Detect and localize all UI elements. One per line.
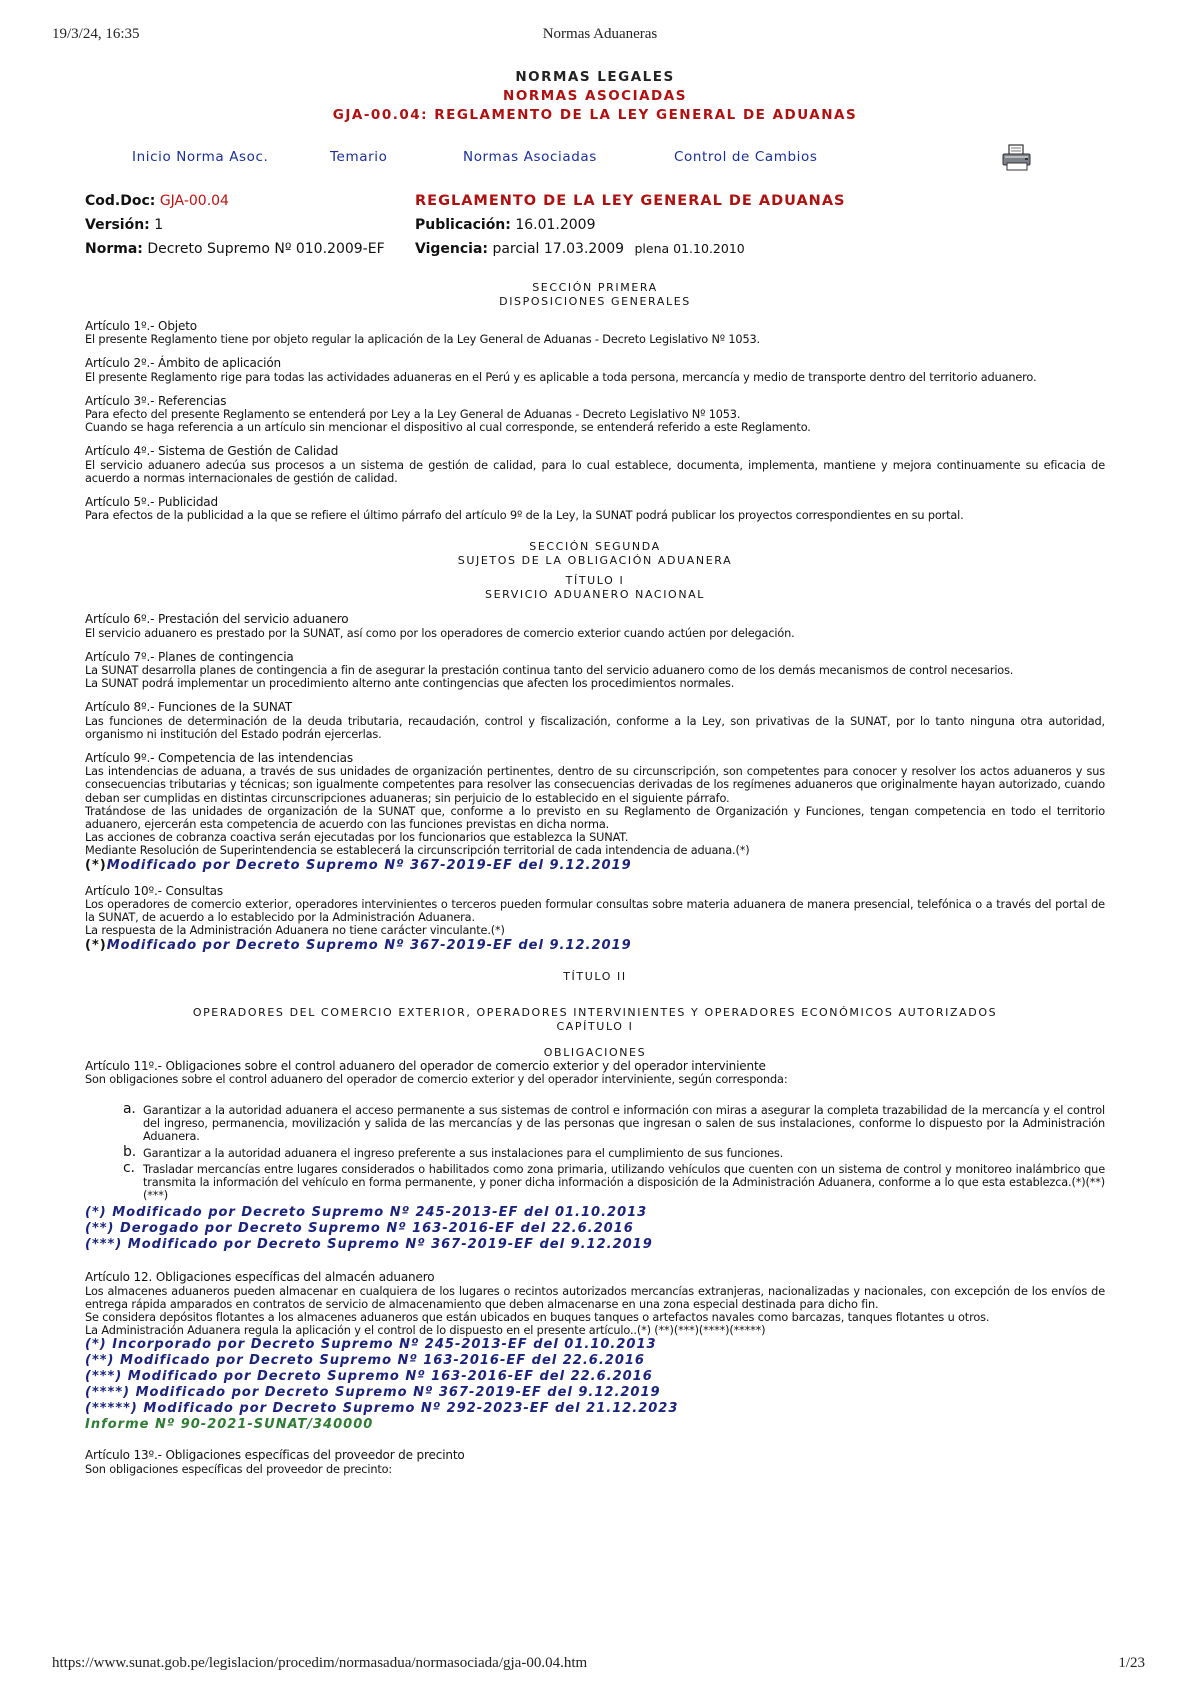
article-title: Artículo 13º.- Obligaciones específicas del proveedor de precinto [85,1448,465,1463]
article-title: Artículo 8º.- Funciones de la SUNAT [85,700,292,715]
coddoc-value: GJA-00.04 [159,193,229,209]
norma-value: Decreto Supremo Nº 010.2009-EF [147,241,385,257]
section-heading [85,281,1105,309]
article-title: Artículo 1º.- Objeto [85,319,197,333]
article-text: Las funciones de determinación de la deuda tributaria, recaudación, control y fiscalización, conforme a la Ley, son privativas de la SUNAT, por lo tanto ninguna otra autoridad, organismo ni institución del Estado podrán ejercerlas. [85,714,1105,741]
informe-link[interactable]: Informe Nº 90-2021-SUNAT/340000 [85,1417,374,1433]
modification-note: (****) Modificado por Decreto Supremo Nº 367-2019-EF del 9.12.2019 [85,1385,661,1401]
vigencia-value: parcial 17.03.2009 [492,241,625,257]
list-letter: a. [123,1100,136,1117]
modification-note: (*) Modificado por Decreto Supremo Nº 245-2013-EF del 01.10.2013 [85,1205,648,1221]
norma-label: Norma: [85,241,143,257]
title-name: SERVICIO ADUANERO NACIONAL [485,588,705,602]
article-title: Artículo 12. Obligaciones específicas del almacén aduanero [85,1270,435,1285]
article-title: Artículo 11º.- Obligaciones sobre el control aduanero del operador de comercio exterior y del operador interviniente [85,1058,766,1073]
modification-note [85,938,1105,954]
section-subtitle: SUJETOS DE LA OBLIGACIÓN ADUANERA [457,554,733,568]
article-3 [85,395,1105,435]
list-text: Garantizar a la autoridad aduanera el acceso permanente a sus sistemas de control e información con miras a asegurar la completa trazabilidad de la mercancía y el control del ingreso, permanencia, movilización y salida de las mercancías y de las personas que ingresan o salen de sus instalaciones, conforme lo dispuesto por la Administración Aduanera. [143,1103,1105,1144]
title-number: TÍTULO II [563,969,627,983]
article-5 [85,496,1105,522]
document-page [85,68,1105,1476]
metadata-title: REGLAMENTO DE LA LEY GENERAL DE ADUANAS [415,193,846,209]
vigencia-label: Vigencia: [415,241,489,257]
article-title: Artículo 4º.- Sistema de Gestión de Calidad [85,444,339,459]
article-text: Mediante Resolución de Superintendencia se establecerá la circunscripción territorial de cada intendencia de aduana.(*) [85,844,750,858]
nav-bar [85,137,1105,177]
article-text: La SUNAT desarrolla planes de contingencia a fin de asegurar la prestación continua tanto del servicio aduanero como de los demás mecanismos de control necesarios. [85,664,1014,678]
article-text: Las acciones de cobranza coactiva serán ejecutadas por los funcionarios que establezca la SUNAT. [85,831,629,845]
article-text: El servicio aduanero adecúa sus procesos a un sistema de gestión de calidad, para lo cual establece, documenta, implementa, mantiene y mejora continuamente su eficacia de acuerdo a normas internacionales de gestión de calidad. [85,458,1105,485]
note-marker: (*) [85,937,107,953]
title-name: OPERADORES DEL COMERCIO EXTERIOR, OPERADORES INTERVINIENTES Y OPERADORES ECONÓMICOS AUTORIZADOS [192,1005,998,1019]
list-item [123,1100,1105,1144]
page-header [85,68,1105,125]
article-text: Para efectos de la publicidad a la que se refiere el último párrafo del artículo 9º de la Ley, la SUNAT podrá publicar los proyectos correspondientes en su portal. [85,509,964,523]
article-8 [85,701,1105,741]
chapter-heading [85,1046,1105,1060]
publicacion-value: 16.01.2009 [515,217,596,233]
modification-note: (**) Derogado por Decreto Supremo Nº 163-2016-EF del 22.6.2016 [85,1221,634,1237]
print-date: 19/3/24, 16:35 [52,26,140,42]
article-text: Los operadores de comercio exterior, operadores intervinientes o terceros pueden formular consultas sobre materia aduanera de manera presencial, telefónica o a través del portal de la SUNAT, de acuerdo a lo establecido por la Administración Aduanera. [85,897,1105,925]
article-11 [85,1060,1105,1254]
header-normas-legales: NORMAS LEGALES [515,69,675,85]
article-text: Los almacenes aduaneros pueden almacenar en cualquiera de los lugares o recintos autorizados mercancías extranjeras, nacionalizadas y nacionales, con excepción de los envíos de entrega rápida amparados en contratos de servicio de almacenamiento que deben almacenarse en una zona especial destinada para dicho fin. [85,1284,1105,1311]
nav-normas-asociadas-link[interactable]: Normas Asociadas [463,149,597,165]
article-title: Artículo 2º.- Ámbito de aplicación [85,356,282,371]
print-footer [0,1655,1200,1675]
chapter-number: CAPÍTULO I [556,1019,634,1033]
modification-note: (**) Modificado por Decreto Supremo Nº 163-2016-EF del 22.6.2016 [85,1353,645,1369]
title-heading [85,970,1105,984]
article-text: Tratándose de las unidades de organización de la SUNAT que, conforme a lo previsto en su Reglamento de Organización y Funciones, tengan competencia en todo el territorio aduanero, ejercerán esta competencia de acuerdo con las funciones previstas en dicha norma. [85,804,1105,832]
list-text: Garantizar a la autoridad aduanera el ingreso preferente a sus instalaciones para el cumplimiento de sus funciones. [143,1146,784,1160]
article-1 [85,320,1105,346]
article-text: La SUNAT podrá implementar un procedimiento alterno ante contingencias que afecten los procedimientos normales. [85,677,735,691]
section-subtitle: DISPOSICIONES GENERALES [499,295,691,308]
obligations-list [85,1100,1105,1203]
print-header [0,26,1200,46]
article-4 [85,445,1105,485]
article-title: Artículo 7º.- Planes de contingencia [85,649,294,664]
note-text: Modificado por Decreto Supremo Nº 367-2019-EF del 9.12.2019 [106,937,632,953]
document-metadata [85,193,1105,271]
list-item [123,1159,1105,1203]
article-text: La respuesta de la Administración Aduanera no tiene carácter vinculante.(*) [85,924,505,938]
article-text: El servicio aduanero es prestado por la SUNAT, así como por los operadores de comercio exterior cuando actúen por delegación. [85,626,795,640]
publicacion-label: Publicación: [415,217,511,233]
article-text: El presente Reglamento rige para todas las actividades aduaneras en el Perú y es aplicable a toda persona, mercancía y medio de transporte dentro del territorio aduanero. [85,370,1037,384]
article-text: Cuando se haga referencia a un artículo sin mencionar el dispositivo al cual corresponde, se entenderá referido a este Reglamento. [85,421,811,435]
modification-note: (***) Modificado por Decreto Supremo Nº 163-2016-EF del 22.6.2016 [85,1369,653,1385]
article-text: Son obligaciones específicas del proveedor de precinto: [85,1462,393,1476]
article-12 [85,1271,1105,1433]
header-document-title: GJA-00.04: REGLAMENTO DE LA LEY GENERAL DE ADUANAS [332,107,858,123]
print-url: https://www.sunat.gob.pe/legislacion/procedim/normasadua/normasociada/gja-00.04.htm [52,1655,588,1671]
article-text: Las intendencias de aduana, a través de sus unidades de organización pertinentes, dentro de su circunscripción, son competentes para conocer y resolver los actos aduaneros y sus consecuencias tributarias y técnicas; son igualmente competentes para resolver las consecuencias derivadas de los regímenes aduaneros que originalmente hayan autorizado, cuando deban ser cumplidas en distintas circunscripciones aduaneras; sin perjuicio de lo establecido en el siguiente párrafo. [85,765,1105,805]
article-text: Para efecto del presente Reglamento se entenderá por Ley a la Ley General de Aduanas - Decreto Legislativo Nº 1053. [85,408,741,422]
print-title: Normas Aduaneras [542,26,658,42]
title-number: TÍTULO I [565,574,625,588]
printer-icon[interactable] [1000,143,1034,173]
modification-note: (***) Modificado por Decreto Supremo Nº 367-2019-EF del 9.12.2019 [85,1237,653,1253]
article-title: Artículo 10º.- Consultas [85,883,223,898]
list-text: Trasladar mercancías entre lugares considerados o habilitados como zona primaria, utilizando vehículos que cuenten con un sistema de control y monitoreo inalámbrico que transmita la información del vehículo en forma permanente, y poner dicha información a disposición de la Administración Aduanera, conforme a lo que esta establezca.(*)(**)(***) [143,1162,1105,1203]
list-item [123,1143,1105,1160]
version-value: 1 [154,217,164,233]
article-10 [85,885,1105,954]
article-title: Artículo 5º.- Publicidad [85,495,218,510]
chapter-name: OBLIGACIONES [543,1045,647,1059]
print-page-number: 1/23 [1118,1655,1145,1671]
note-marker: (*) [85,857,107,873]
article-text: Se considera depósitos flotantes a los almacenes aduaneros que están ubicados en buques tanques o artefactos navales como barcazas, tanques flotantes u otros. [85,1310,990,1324]
modification-note: (*****) Modificado por Decreto Supremo Nº 292-2023-EF del 21.12.2023 [85,1401,679,1417]
version-label: Versión: [85,217,150,233]
article-13 [85,1449,1105,1475]
article-2 [85,357,1105,383]
nav-control-cambios-link[interactable]: Control de Cambios [674,149,818,165]
article-title: Artículo 6º.- Prestación del servicio aduanero [85,612,349,627]
article-7 [85,651,1105,691]
article-title: Artículo 3º.- Referencias [85,393,227,408]
note-text: Modificado por Decreto Supremo Nº 367-2019-EF del 9.12.2019 [106,857,632,873]
vigencia-plena: plena 01.10.2010 [634,241,745,256]
article-9 [85,752,1105,874]
section-heading [85,540,1105,568]
nav-temario-link[interactable]: Temario [330,149,388,165]
list-letter: c. [123,1159,135,1176]
article-6 [85,613,1105,639]
article-text: El presente Reglamento tiene por objeto regular la aplicación de la Ley General de Aduanas - Decreto Legislativo Nº 1053. [85,333,760,347]
list-letter: b. [123,1143,137,1160]
article-text: La Administración Aduanera regula la aplicación y el control de lo dispuesto en el presente artículo..(*) (**)(***)(****)(*****) [85,1324,766,1338]
nav-inicio-link[interactable]: Inicio Norma Asoc. [132,149,269,165]
title-heading [85,574,1105,602]
header-normas-asociadas: NORMAS ASOCIADAS [503,88,687,104]
modification-note [85,858,1105,874]
title-heading [85,1006,1105,1034]
section-title: SECCIÓN PRIMERA [532,281,658,294]
section-title: SECCIÓN SEGUNDA [529,540,661,554]
article-text: Son obligaciones sobre el control aduanero del operador de comercio exterior y del operador interviniente, según corresponda: [85,1072,788,1086]
coddoc-label: Cod.Doc: [85,193,156,209]
article-title: Artículo 9º.- Competencia de las intendencias [85,751,353,766]
modification-note: (*) Incorporado por Decreto Supremo Nº 245-2013-EF del 01.10.2013 [85,1337,657,1353]
